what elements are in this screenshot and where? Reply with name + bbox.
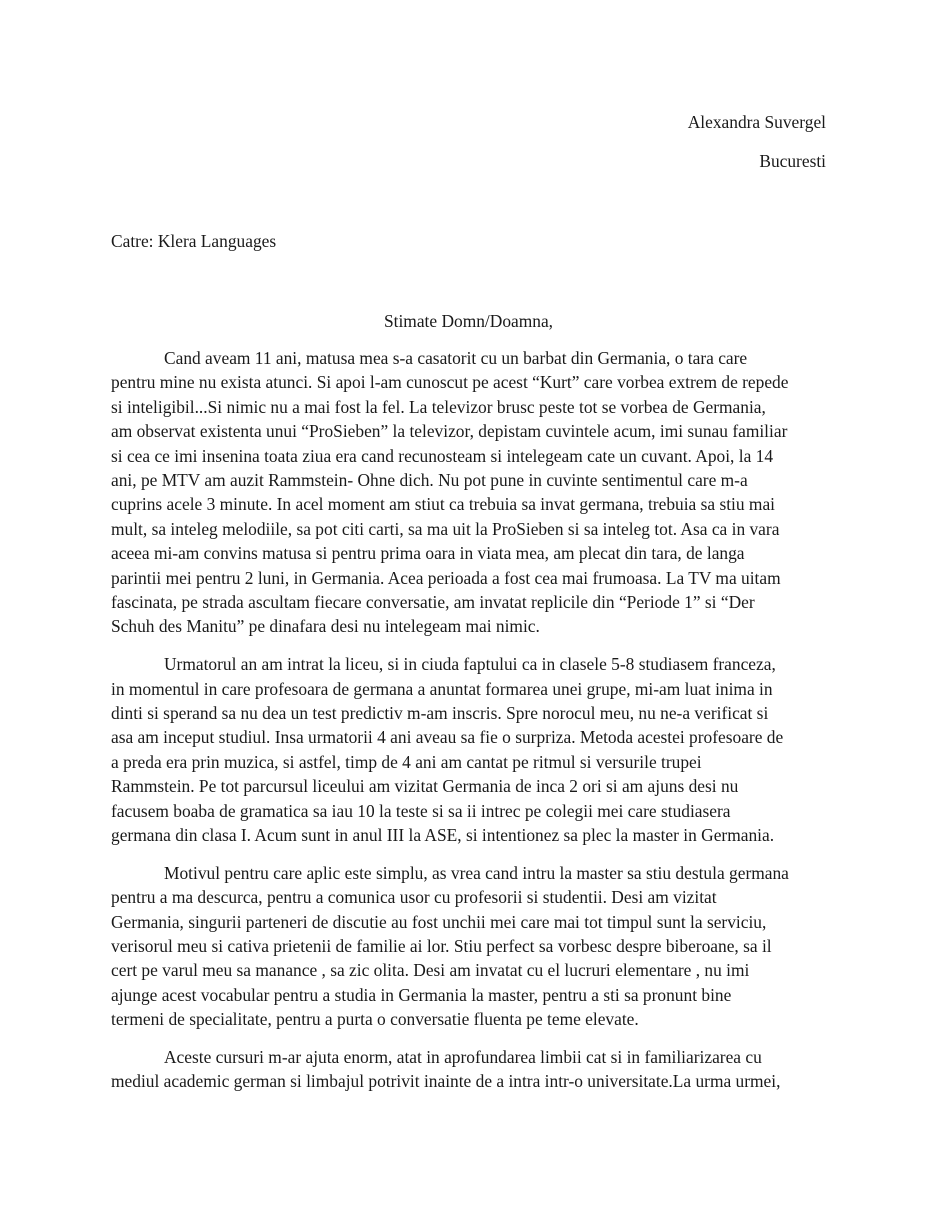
text-line: parintii mei pentru 2 luni, in Germania. Acea perioada a fost cea mai frumoasa. La TV ma uitam [111, 567, 781, 588]
text-line: Germania, singurii parteneri de discutie au fost unchii mei care mai tot timpul sunt la serviciu, [111, 911, 767, 932]
text-line: germana din clasa I. Acum sunt in anul III la ASE, si intentionez sa plec la master in Germania. [111, 824, 775, 845]
text-line: ajunge acest vocabular pentru a studia in Germania la master, pentru a sti sa pronunt bine [111, 984, 732, 1005]
text-line: pentru a ma descurca, pentru a comunica usor cu profesorii si studentii. Desi am vizitat [111, 887, 717, 908]
text-line: facusem boaba de gramatica sa iau 10 la teste si sa ii intrec pe colegii mei care studiasera [111, 800, 731, 821]
text-line: Urmatorul an am intrat la liceu, si in ciuda faptului ca in clasele 5-8 studiasem franceza, [164, 654, 776, 675]
text-line: Cand aveam 11 ani, matusa mea s-a casatorit cu un barbat din Germania, o tara care [164, 348, 748, 368]
text-line: si inteligibil...Si nimic nu a mai fost la fel. La televizor brusc peste tot se vorbea de Germania, [111, 396, 766, 417]
text-line: verisorul meu si cativa prietenii de familie ai lor. Stiu perfect sa vorbesc despre biberoane, sa il [111, 935, 772, 956]
text-line: am observat existenta unui “ProSieben” la televizor, depistam cuvintele acum, imi sunau familiar [111, 421, 788, 442]
text-line: Rammstein. Pe tot parcursul liceului am vizitat Germania de inca 2 ori si am ajuns desi nu [111, 776, 739, 797]
sender-name: Alexandra Suvergel [687, 112, 826, 132]
text-line: cert pe varul meu sa manance , sa zic olita. Desi am invatat cu el lucruri elementare , nu imi [111, 960, 750, 981]
text-line: ani, pe MTV am auzit Rammstein- Ohne dich. Nu pot pune in cuvinte sentimentul care m-a [111, 469, 748, 490]
sender-city: Bucuresti [759, 151, 826, 171]
text-line: fascinata, pe strada ascultam fiecare conversatie, am invatat replicile din “Periode 1” si “Der [111, 591, 755, 612]
letter-body [111, 346, 827, 1107]
text-line: aceea mi-am convins matusa si pentru prima oara in viata mea, am plecat din tara, de langa [111, 543, 745, 564]
text-line: Motivul pentru care aplic este simplu, as vrea cand intru la master sa stiu destula germana [164, 862, 789, 883]
text-line: in momentul in care profesoara de germana a anuntat formarea unei grupe, mi-am luat inima in [111, 678, 773, 699]
paragraph-3 [111, 861, 827, 1032]
recipient-line: Catre: Klera Languages [111, 231, 277, 251]
text-line: termeni de specialitate, pentru a purta o conversatie fluenta pe teme elevate. [111, 1009, 639, 1030]
paragraph-1 [111, 346, 827, 639]
text-line: a preda era prin muzica, si astfel, timp de 4 ani am cantat pe ritmul si versurile trupei [111, 751, 702, 772]
text-line: cuprins acele 3 minute. In acel moment am stiut ca trebuia sa invat germana, trebuia sa stiu mai [111, 494, 775, 515]
text-line: dinti si sperand sa nu dea un test predictiv m-am inscris. Spre norocul meu, nu ne-a verificat si [111, 702, 769, 723]
paragraph-2 [111, 652, 827, 847]
text-line: mediul academic german si limbajul potrivit inainte de a intra intr-o universitate.La urma urmei, [111, 1071, 781, 1092]
text-line: Schuh des Manitu” pe dinafara desi nu intelegeam mai nimic. [111, 616, 540, 637]
text-line: pentru mine nu exista atunci. Si apoi l-am cunoscut pe acest “Kurt” care vorbea extrem de repede [111, 372, 789, 393]
text-line: asa am inceput studiul. Insa urmatorii 4 ani aveau sa fie o surpriza. Metoda acestei profesoare de [111, 727, 784, 748]
paragraph-4 [111, 1045, 827, 1094]
text-line: Aceste cursuri m-ar ajuta enorm, atat in aprofundarea limbii cat si in familiarizarea cu [164, 1047, 762, 1068]
text-line: mult, sa inteleg melodiile, sa pot citi carti, sa ma uit la ProSieben si sa inteleg tot. Asa ca in vara [111, 518, 780, 539]
text-line: si cea ce imi insenina toata ziua era cand recunosteam si intelegeam cate un cuvant. Apoi, la 14 [111, 445, 774, 466]
salutation: Stimate Domn/Doamna, [383, 311, 554, 331]
